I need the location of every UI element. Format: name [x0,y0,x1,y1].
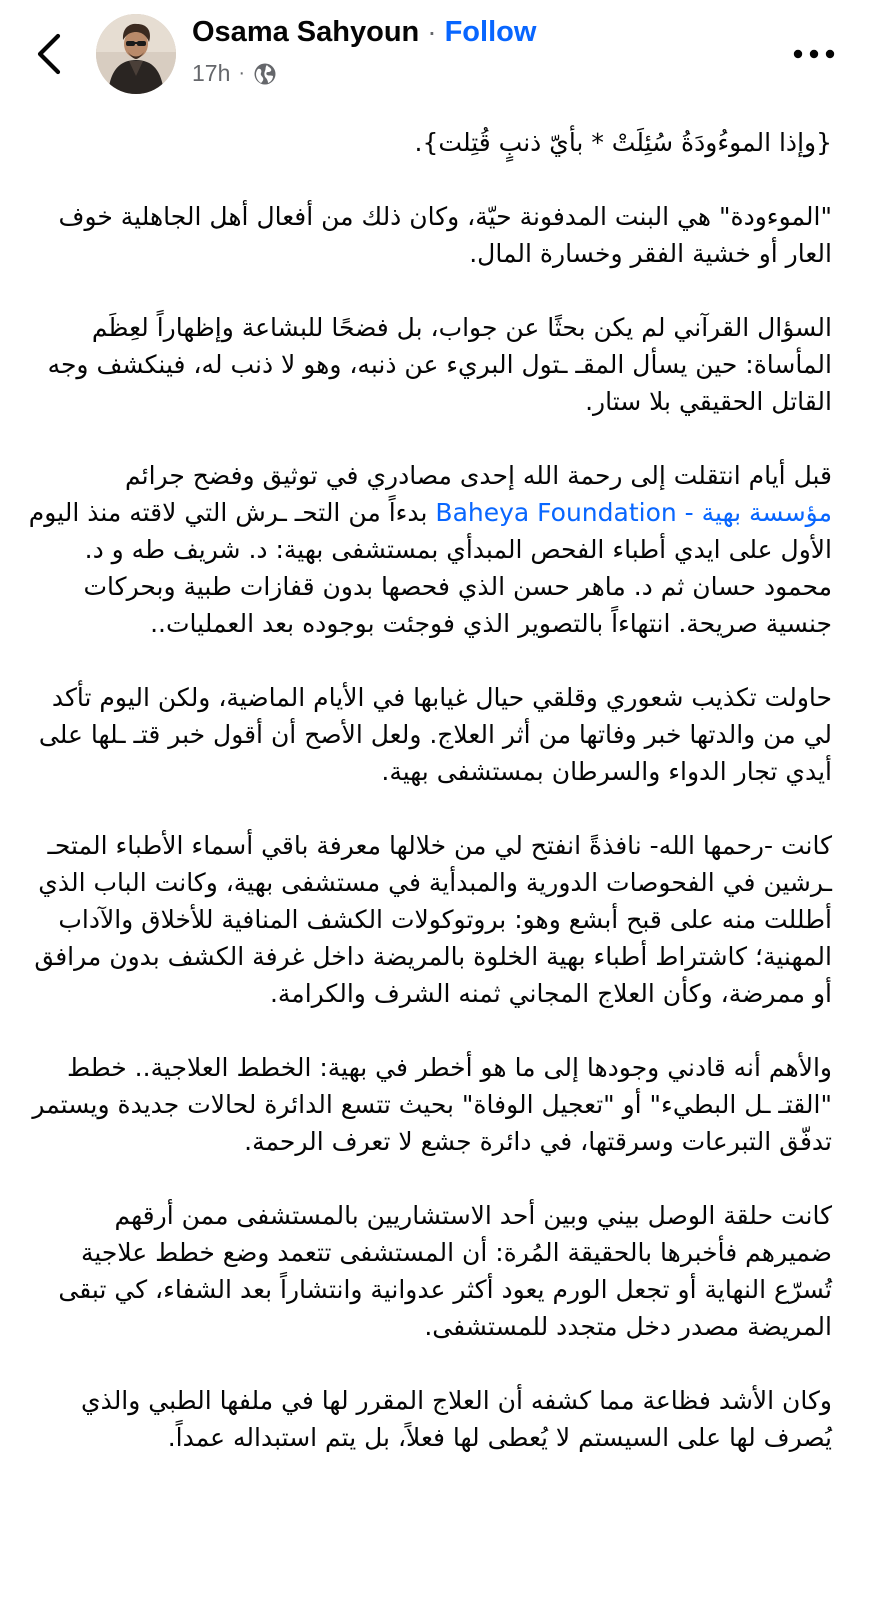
post-header [0,0,872,110]
page-tag-link[interactable]: Baheya Foundation - مؤسسة بهية [435,498,832,527]
post-paragraph: حاولت تكذيب شعوري وقلقي حيال غيابها في الأيام الماضية، ولكن اليوم تأكد لي من والدتها خبر وفاتها من أثر العلاج. ولعل الأصح أن أقول خبر قتـ ـلها على أيدي تجار الدواء والسرطان بمستشفى بهية. [38,683,832,786]
post-time[interactable]: 17h [192,60,231,86]
post-paragraph: "الموءودة" هي البنت المدفونة حيّة، وكان ذلك من أفعال أهل الجاهلية خوف العار أو خشية الفقر وخسارة المال. [58,202,832,268]
post-paragraph: كانت -رحمها الله- نافذةً انفتح لي من خلالها معرفة باقي أسماء الأطباء المتحـ ـرشين في الفحوصات الدورية والمبدأية في مستشفى بهية، وكانت الباب الذي أطللت منه على قبح أبشع وهو: بروتوكولات الكشف المنافية للأخلاق والآداب المهنية؛ كاشتراط أطباء بهية الخلوة بالمريضة داخل غرفة الكشف بدون مرافق أو ممرضة، وكأن العلاج المجاني ثمنه الشرف والكرامة. [34,831,832,1008]
more-options-button[interactable] [786,34,842,74]
post-paragraph: كانت حلقة الوصل بيني وبين أحد الاستشاريين بالمستشفى ممن أرقهم ضميرهم فأخبرها بالحقيقة المُرة: أن المستشفى تتعمد وضع خطط علاجية تُسرّع النهاية أو تجعل الورم يعود أكثر عدوانية وانتشاراً بعد الشفاء، كي تبقى المريضة مصدر دخل متجدد للمستشفى. [58,1201,832,1341]
post-paragraph: السؤال القرآني لم يكن بحثًا عن جواب، بل فضحًا للبشاعة وإظهاراً لعِظَم المأساة: حين يسأل المقـ ـتول البريء عن ذنبه، وهو لا ذنب له، فينكشف وجه القاتل الحقيقي بلا ستار. [47,313,832,416]
post-paragraph: {وإذا الموءُودَةُ سُئِلَتْ * بأيّ ذنبٍ قُتِلت}. [414,128,832,157]
post-paragraph: وكان الأشد فظاعة مما كشفه أن العلاج المقرر لها في ملفها الطبي والذي يُصرف لها على السيستم لا يُعطى لها فعلاً، بل يتم استبداله عمداً. [81,1386,832,1452]
chevron-left-icon [33,32,63,76]
more-horizontal-icon [792,48,836,60]
post-paragraph: والأهم أنه قادني وجودها إلى ما هو أخطر في بهية: الخطط العلاجية.. خطط "القتـ ـل البطيء" أو "تعجيل الوفاة" بحيث تتسع الدائرة لحالات جديدة ويستمر تدفّق التبرعات وسرقتها، في دائرة جشع لا تعرف الرحمة. [32,1053,832,1156]
follow-button[interactable]: Follow [444,16,537,48]
post-meta [192,60,277,87]
back-button[interactable] [22,28,74,80]
header-separator: · [427,16,437,47]
post-paragraph [26,457,832,642]
avatar[interactable] [96,14,176,94]
paragraph-text: بدءاً من التحـ ـرش التي لاقته منذ اليوم الأول على ايدي أطباء الفحص المبدأي بمستشفى بهية: د. شريف طه و د. محمود حسان ثم د. ماهر حسن الذي فحصها بدون قفازات طبية وبحركات جنسية صريحة. انتهاءاً بالتصوير الذي فوجئت بوجوده بعد العمليات.. [28,498,832,638]
paragraph-text: قبل أيام انتقلت إلى رحمة الله إحدى مصادري في توثيق وفضح جرائم [125,461,832,490]
globe-icon[interactable] [253,62,277,86]
author-row [192,16,536,49]
avatar-image [96,14,176,94]
post-body [26,124,832,1493]
author-name[interactable]: Osama Sahyoun [192,16,420,48]
meta-separator: · [238,62,246,84]
